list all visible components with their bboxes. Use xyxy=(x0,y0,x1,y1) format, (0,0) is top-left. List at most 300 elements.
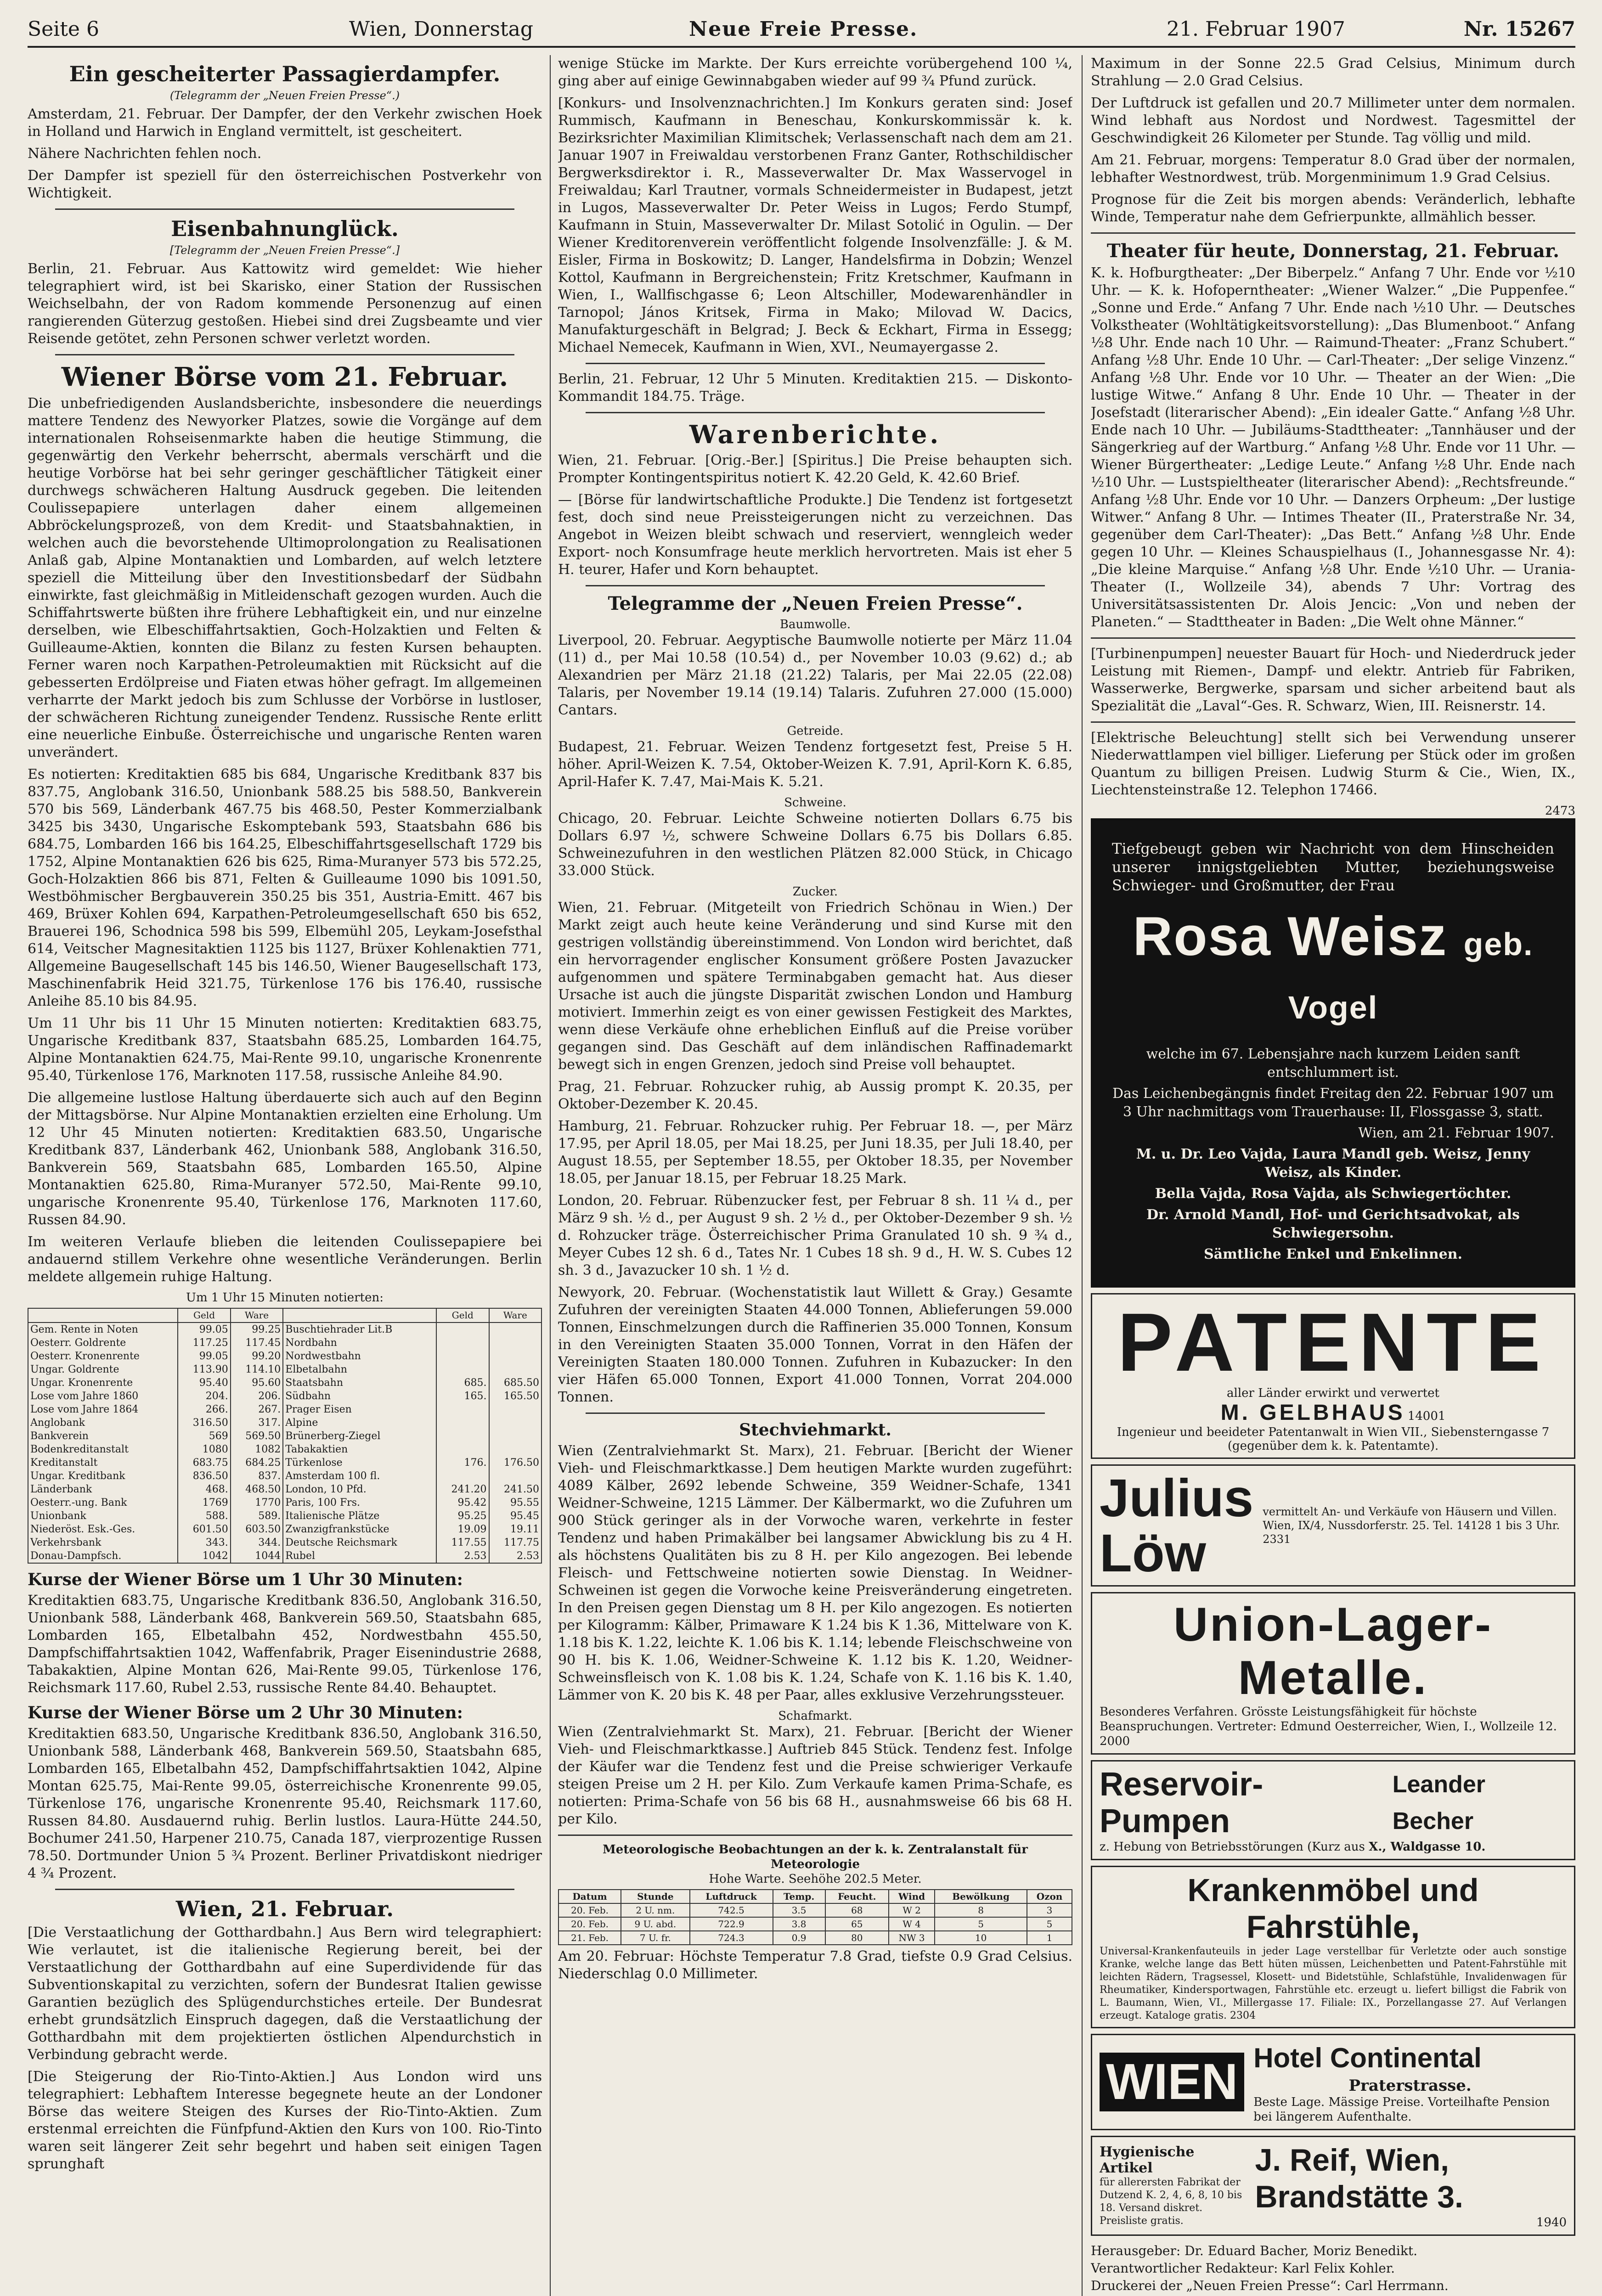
weather-cell: 1 xyxy=(1027,1931,1072,1945)
hygiene-text: für allerersten Fabrikat der Dutzend K. 2, 4, 6, 8, 10 bis 18. Versand diskret. Preisliste gratis. xyxy=(1100,2177,1242,2227)
table-cell: Lose vom Jahre 1864 xyxy=(28,1403,178,1416)
advertisement-hygienische-artikel xyxy=(1091,2136,1575,2236)
separator xyxy=(55,1889,514,1890)
table-cell: Türkenlose xyxy=(283,1456,436,1469)
advertisement-beleuchtung: [Elektrische Beleuchtung] stellt sich bei Verwendung unserer Niederwattlampen viel billiger. Lieferung per Stück oder im großen Quantum zu billigen Preisen. Ludwig Sturm & Cie., Wien, IX., Liechtensteinstraße 12. Telephon 17466. xyxy=(1091,730,1575,798)
krankenmoebel-details: Universal-Krankenfauteuils in jeder Lage verstellbar für Verletzte oder auch sonstige Kranke, welche lange das Bett hüten müssen, Leichenbetten und Patent-Fahrstühle mit leichten Rädern, Tragsessel, Klosett- und Bidetstühle, Schlafstühle, Invalidenwagen für Rheumatiker, Kindersportwagen, Fahrstühle etc. erzeugt u. liefert billigst die Fabrik von L. Baumann, Wien, VI., Millergasse 17. Filiale: IX., Porzellangasse 27. Auf Verlangen erzeugt. Kataloge gratis. xyxy=(1100,1946,1567,2021)
weather-text: Maximum in der Sonne 22.5 Grad Celsius, Minimum durch Strahlung — 2.0 Grad Celsius. xyxy=(1091,56,1575,89)
table-cell: 176.50 xyxy=(489,1456,542,1469)
table-cell: 117.45 xyxy=(231,1336,283,1350)
headline-kurse-130: Kurse der Wiener Börse um 1 Uhr 30 Minuten: xyxy=(28,1570,463,1589)
article-text: Am 20. Februar: Höchste Temperatur 7.8 Grad, tiefste 0.9 Grad Celsius. Niederschlag 0.0 Millimeter. xyxy=(558,1948,1072,1982)
article-text: Amsterdam, 21. Februar. Der Dampfer, der den Verkehr zwischen Hoek in Holland und Harwich in England vermittelt, ist gescheitert. xyxy=(28,106,542,140)
column-rule xyxy=(550,55,551,2296)
reif-address: J. Reif, Wien, Brandstätte 3. xyxy=(1255,2143,1463,2214)
section-label: Getreide. xyxy=(787,724,844,738)
headline-wien: Wien, 21. Februar. xyxy=(175,1896,394,1921)
table-cell: Bankverein xyxy=(28,1429,178,1443)
weather-cell: NW 3 xyxy=(889,1931,935,1945)
loew-heading: Julius Löw xyxy=(1100,1468,1254,1583)
reservoir-address: X., Waldgasse 10. xyxy=(1369,1840,1486,1854)
table-cell: Niederöst. Esk.-Ges. xyxy=(28,1523,178,1536)
article-text: Liverpool, 20. Februar. Aegyptische Baumwolle notierte per März 11.04 (11) d., per Mai 10.58 (10.54) d., per November 10.03 (9.62) d.; ab Alexandrien per März 21.18 (21.22) Talaris, per Mai 22.05 (22.08) Talaris, per November 19.14 (19.14) Talaris. Zufuhren 27.000 (15.000) Cantars. xyxy=(558,632,1072,718)
article-text: Kreditaktien 683.75, Ungarische Kreditbank 836.50, Anglobank 316.50, Unionbank 588, Länderbank 468, Bankverein 569.50, Staatsbahn 685, Lombarden 165, Elbetalbahn 452, Nordwestbahn 455.50, Dampfschiffahrtsaktien 1042, Waffenfabrik, Prager Eisenindustrie 2688, Tabakaktien, Alpine Montan 626, Mai-Rente 99.05, Türkenlose 176, Reichsmark 117.60, Rubel 2.53, russische Rente 84.40. Behauptet. xyxy=(28,1593,542,1696)
table-cell: 204. xyxy=(178,1390,230,1403)
table-cell: Oesterr. Goldrente xyxy=(28,1336,178,1350)
weather-row xyxy=(558,1917,1072,1931)
article-text: London, 20. Februar. Rübenzucker fest, per Februar 8 sh. 11 ¼ d., per März 9 sh. ½ d., per August 9 sh. 2 ½ d., per Oktober-Dezember 9 sh. ½ d. Rohzucker träge. Österreichischer Prima Granulated 10 sh. 9 ¾ d., Meyer Cubes 12 sh. 6 d., Tates Nr. 1 Cubes 18 sh. 9 d., H. W. S. Cubes 12 sh. 3 d., Javazucker 10 sh. 1 ½ d. xyxy=(558,1193,1072,1278)
table-cell: Prager Eisen xyxy=(283,1403,436,1416)
table-cell: 165. xyxy=(436,1390,489,1403)
table-cell: Deutsche Reichsmark xyxy=(283,1536,436,1549)
patente-subtitle: aller Länder erwirkt und verwertet xyxy=(1227,1386,1439,1400)
imprint-printer: Druckerei der „Neuen Freien Presse“: Carl Herrmann. xyxy=(1091,2278,1449,2293)
table-cell: 19.09 xyxy=(436,1523,489,1536)
table-cell xyxy=(489,1322,542,1336)
weather-table-body xyxy=(558,1903,1072,1945)
table-cell: Nordwestbahn xyxy=(283,1350,436,1363)
table-cell xyxy=(489,1350,542,1363)
article-text: Newyork, 20. Februar. (Wochenstatistik laut Willett & Gray.) Gesamte Zufuhren der vereinigten Staaten 44.000 Tonnen, Ablieferungen 59.000 Tonnen, Einschmelzungen durch die Raffinerien 35.000 Tonnen, Konsum in den Vereinigten Staaten 35.000 Tonnen, Vorrat in den Häfen der Vereinigten Staaten 180.000 Tonnen. Zufuhren in Kubazucker: In den vier Häfen 65.000 Tonnen, Export 41.000 Tonnen, Vorrat 204.000 Tonnen. xyxy=(558,1284,1072,1405)
section-label: Baumwolle. xyxy=(779,618,851,631)
table-cell: 95.45 xyxy=(489,1509,542,1523)
table-cell: 685.50 xyxy=(489,1376,542,1390)
advertisement-union-lager xyxy=(1091,1592,1575,1755)
table-cell: Brünerberg-Ziegel xyxy=(283,1429,436,1443)
weather-cell: 2 U. nm. xyxy=(621,1903,689,1917)
table-cell: Paris, 100 Frs. xyxy=(283,1496,436,1509)
table-cell: Donau-Dampfsch. xyxy=(28,1549,178,1563)
weather-table xyxy=(558,1889,1072,1945)
table-cell xyxy=(489,1416,542,1429)
weather-cell: 5 xyxy=(935,1917,1027,1931)
table-cell: 95.40 xyxy=(178,1376,230,1390)
weather-header: Temp. xyxy=(773,1890,825,1903)
article-text: Die unbefriedigenden Auslandsberichte, insbesondere die neuerdings mattere Tendenz des Newyorker Platzes, sowie die Vorgänge auf dem internationalen Rohseisenmarkte haben die heutige Stimmung, die gegenwärtig den Verkehr beherrscht, abermals verschärft und die heutige Vorbörse hat bei sehr geringer geschäftlicher Tätigkeit einer durchwegs schwächeren Haltung Ausdruck gegeben. Die leitenden Coulissepapiere unterlagen daher einem allgemeinen Abbröckelungsprozeß, von dem Kredit- und Staatsbahnaktien, in welchen auch die bevorstehende Ultimoprolongation zu Realisationen Anlaß gab, Alpine Montanaktien und Lombarden, auf welch letztere speziell die Mitteilung über den Investitionsbedarf der Südbahn einwirkte, fast gleichmäßig in Mitleidenschaft gezogen wurden. Auch die Schiffahrtswerte büßten ihre frühere Lebhaftigkeit ein, und nur einzelne derselben, wie Elbeschiffahrtsaktien, Goch-Holzaktien und Felten & Guilleaume-Aktien, konnten die Bilanz zu festen Kursen behaupten. Ferner waren noch Karpathen-Petroleumaktien mit Rücksicht auf die gebesserten Erdölpreise und Fiaten etwas höher gefragt. Im allgemeinen verharrte der Markt jedoch bis zum Schlusse der Vorbörse in lustloser, der schwächeren Richtung zuneigender Tendenz. Russische Rente erlitt eine neuerliche Einbuße. Österreichische und ungarische Renten waren unverändert. xyxy=(28,395,542,760)
headline-warenberichte: Warenberichte. xyxy=(689,420,942,449)
table-cell: 569.50 xyxy=(231,1429,283,1443)
table-cell xyxy=(489,1443,542,1456)
newspaper-title: Neue Freie Presse. xyxy=(689,17,918,41)
masthead xyxy=(28,14,1575,48)
separator xyxy=(586,585,1045,586)
table-cell: 683.75 xyxy=(178,1456,230,1469)
weather-cell: 65 xyxy=(825,1917,889,1931)
article-text: Um 11 Uhr bis 11 Uhr 15 Minuten notierten: Kreditaktien 683.75, Ungarische Kreditbank 837, Staatsbahn 685.25, Lombarden 164.75, Alpine Montanaktien 624.75, Mai-Rente 99.10, ungarische Kronenrente 95.40, Türkenlose 176, Marknoten 117.58, russische Anleihe 84.90. xyxy=(28,1015,542,1084)
table-cell: Italienische Plätze xyxy=(283,1509,436,1523)
union-details: Besonderes Verfahren. Grösste Leistungsfähigkeit für höchste Beanspruchungen. Vertreter: Edmund Oesterreicher, Wien, I., Wollzeile 12. xyxy=(1100,1705,1557,1733)
table-cell: Bodenkreditanstalt xyxy=(28,1443,178,1456)
separator xyxy=(55,208,514,210)
headline-kurse-230: Kurse der Wiener Börse um 2 Uhr 30 Minuten: xyxy=(28,1703,463,1722)
table-cell: 176. xyxy=(436,1456,489,1469)
table-cell: 99.05 xyxy=(178,1350,230,1363)
weather-text: Prognose für die Zeit bis morgen abends: Veränderlich, lebhafte Winde, Temperatur nahe dem Gefrierpunkte, allmählich besser. xyxy=(1091,191,1575,225)
ad-number: 2000 xyxy=(1100,1734,1130,1748)
table-cell: Ungar. Kreditbank xyxy=(28,1469,178,1483)
table-cell: 317. xyxy=(231,1416,283,1429)
table-cell xyxy=(436,1322,489,1336)
weather-row xyxy=(558,1903,1072,1917)
death-notice-signatory: Bella Vajda, Rosa Vajda, als Schwiegertöchter. xyxy=(1155,1186,1512,1202)
weather-header: Feucht. xyxy=(825,1890,889,1903)
table-cell: 1769 xyxy=(178,1496,230,1509)
table-cell: 267. xyxy=(231,1403,283,1416)
table-cell xyxy=(436,1336,489,1350)
table-cell: 114.10 xyxy=(231,1363,283,1376)
ad-number: 2473 xyxy=(1545,804,1575,818)
article-text: Budapest, 21. Februar. Weizen Tendenz fortgesetzt fest, Preise 5 H. höher. April-Weizen K. 7.54, Oktober-Weizen K. 7.91, April-Korn K. 6.85, April-Hafer K. 7.47, Mai-Mais K. 5.21. xyxy=(558,739,1072,790)
table-cell xyxy=(436,1363,489,1376)
patente-heading: PATENTE xyxy=(1117,1296,1549,1389)
column-1 xyxy=(28,55,542,2296)
article-text: Es notierten: Kreditaktien 685 bis 684, Ungarische Kreditbank 837 bis 837.75, Anglobank 316.50, Unionbank 588.25 bis 588.50, Bankverein 570 bis 569, Länderbank 467.75 bis 468.50, Pester Kommerzialbank 3425 bis 3430, Ungarische Eskomptebank 593, Staatsbahn 686 bis 684.75, Lombarden 166 bis 164.25, Elbeschiffahrtsgesellschaft 1729 bis 1752, Alpine Montanaktien 626 bis 625, Rima-Muranyer 573 bis 572.25, Goch-Holzaktien 866 bis 871, Felten & Guilleaume 1090 bis 1091.50, Westböhmischer Bergbauverein 350.25 bis 351, Austria-Emitt. 467 bis 469, Brüxer Kohlen 694, Karpathen-Petroleumgesellschaft 650 bis 652, Brauerei 196, Schodnica 598 bis 599, Elbemühl 205, Leykam-Josefsthal 614, Veitscher Magnesitaktien 1125 bis 1127, Brüxer Kohlenaktien 771, Allgemeine Baugesellschaft 145 bis 146.50, Wiener Baugesellschaft 173, Maschinenfabrik Heid 321.75, Türkenlose 176 bis 176.40, russische Anleihe 85.10 bis 84.95. xyxy=(28,766,542,1009)
table-cell xyxy=(436,1429,489,1443)
table-cell: Nordbahn xyxy=(283,1336,436,1350)
table-cell: 1080 xyxy=(178,1443,230,1456)
weather-table-head xyxy=(558,1890,1072,1903)
article-text: Prag, 21. Februar. Rohzucker ruhig, ab Aussig prompt K. 20.35, per Oktober-Dezember K. 20.45. xyxy=(558,1079,1072,1112)
weather-cell: 724.3 xyxy=(690,1931,773,1945)
ad-number: 14001 xyxy=(1407,1409,1446,1423)
weather-header: Luftdruck xyxy=(690,1890,773,1903)
headline-passagierdampfer: Ein gescheiterter Passagierdampfer. xyxy=(69,62,501,86)
table-row xyxy=(28,1429,542,1443)
table-cell: 95.25 xyxy=(436,1509,489,1523)
table-cell xyxy=(489,1336,542,1350)
place-day: Wien, Donnerstag xyxy=(349,17,534,41)
death-notice xyxy=(1091,818,1575,1288)
table-cell: Kreditanstalt xyxy=(28,1456,178,1469)
table-cell: 837. xyxy=(231,1469,283,1483)
death-notice-signatory: M. u. Dr. Leo Vajda, Laura Mandl geb. Weisz, Jenny Weisz, als Kinder. xyxy=(1136,1146,1530,1181)
weather-cell: 7 U. fr. xyxy=(621,1931,689,1945)
weather-cell: 20. Feb. xyxy=(558,1903,621,1917)
separator xyxy=(1091,232,1575,234)
reservoir-text xyxy=(1100,1840,1567,1854)
weather-table-subtitle: Hohe Warte. Seehöhe 202.5 Meter. xyxy=(709,1872,922,1886)
hotel-name: Hotel Continental xyxy=(1253,2043,1482,2073)
table-cell: 117.55 xyxy=(436,1536,489,1549)
death-notice-date: Wien, am 21. Februar 1907. xyxy=(1358,1125,1554,1141)
table-cell: 241.50 xyxy=(489,1483,542,1496)
table-header xyxy=(28,1308,178,1322)
weather-header: Ozon xyxy=(1027,1890,1072,1903)
weather-cell: 21. Feb. xyxy=(558,1931,621,1945)
table-cell xyxy=(436,1416,489,1429)
table-cell: 589. xyxy=(231,1509,283,1523)
hotel-street: Praterstrasse. xyxy=(1348,2077,1472,2095)
theater-listing: K. k. Hofburgtheater: „Der Biberpelz.“ Anfang 7 Uhr. Ende vor ½10 Uhr. — K. k. Hofoperntheater: „Wiener Walzer.“ „Die Puppenfee.“ „Sonne und Erde.“ Anfang 7 Uhr. Ende nach ½10 Uhr. — Deutsches Volkstheater (Wohltätigkeitsvorstellung): „Das Blumenboot.“ Anfang ½8 Uhr. Ende nach 10 Uhr. — Raimund-Theater: „Franz Schubert.“ Anfang ½8 Uhr. Ende 10 Uhr. — Carl-Theater: „Der selige Vinzenz.“ Anfang ½8 Uhr. Ende vor 10 Uhr. — Theater an der Wien: „Die lustige Witwe.“ Anfang 8 Uhr. Ende 10 Uhr. — Theater in der Josefstadt (literarischer Abend): „Ein idealer Gatte.“ Anfang ½8 Uhr. Ende nach 10 Uhr. — Jubiläums-Stadttheater: „Tannhäuser und der Sängerkrieg auf der Wartburg.“ Anfang ½8 Uhr. Ende vor 11 Uhr. — Wiener Bürgertheater: „Ledige Leute.“ Anfang ½8 Uhr. Ende nach ½10 Uhr. — Lustspieltheater (literarischer Abend): „Rechtsfreunde.“ Anfang ½8 Uhr. Ende vor 10 Uhr. — Danzers Orpheum: „Der lustige Witwer.“ Anfang 8 Uhr. — Intimes Theater (II., Praterstraße Nr. 34, gegenüber dem Carl-Theater): „Das Bett.“ Anfang ½8 Uhr. Ende gegen 10 Uhr. — Kleines Schauspielhaus (I., Johannesgasse Nr. 4): „Die kleine Marquise.“ Anfang ½8 Uhr. Ende ½10 Uhr. — Urania-Theater (I., Wollzeile 34), abends 7 Uhr: Vortrag des Universitätsassistenten Dr. Alois Jencic: „Von und neben der Planeten.“ — Stadttheater in Baden: „Die Welt ohne Männer.“ xyxy=(1091,265,1575,630)
table-row xyxy=(28,1403,542,1416)
table-cell: 95.55 xyxy=(489,1496,542,1509)
hotel-text: Beste Lage. Mässige Preise. Vorteilhafte Pension bei längerem Aufenthalte. xyxy=(1253,2095,1550,2124)
table-cell xyxy=(436,1469,489,1483)
krankenmoebel-text xyxy=(1100,1945,1567,2022)
table-header: Geld xyxy=(436,1308,489,1322)
table-cell: 1082 xyxy=(231,1443,283,1456)
telegram-note: (Telegramm der „Neuen Freien Presse“.) xyxy=(169,89,400,102)
column-2 xyxy=(558,55,1072,2296)
death-notice-surname: Rosa Weisz xyxy=(1133,906,1448,967)
table-row xyxy=(28,1483,542,1496)
table-cell: 344. xyxy=(231,1536,283,1549)
stock-quotes-body xyxy=(28,1322,542,1563)
separator xyxy=(558,1835,1072,1836)
table-cell: 241.20 xyxy=(436,1483,489,1496)
weather-cell: 68 xyxy=(825,1903,889,1917)
table-cell: 603.50 xyxy=(231,1523,283,1536)
table-cell: Buschtiehrader Lit.B xyxy=(283,1322,436,1336)
weather-cell: 0.9 xyxy=(773,1931,825,1945)
table-cell: Anglobank xyxy=(28,1416,178,1429)
weather-header: Wind xyxy=(889,1890,935,1903)
table-cell: 266. xyxy=(178,1403,230,1416)
table-cell: Alpine xyxy=(283,1416,436,1429)
advertisement-krankenmoebel xyxy=(1091,1866,1575,2028)
imprint-publisher: Herausgeber: Dr. Eduard Bacher, Moriz Benedikt. xyxy=(1091,2243,1417,2258)
weather-cell: 5 xyxy=(1027,1917,1072,1931)
death-notice-maiden: geb. Vogel xyxy=(1288,926,1534,1025)
article-text: Der Dampfer ist speziell für den österreichischen Postverkehr von Wichtigkeit. xyxy=(28,168,542,201)
weather-cell: 742.5 xyxy=(690,1903,773,1917)
table-cell: Ungar. Kronenrente xyxy=(28,1376,178,1390)
table-cell: 569 xyxy=(178,1429,230,1443)
separator xyxy=(1091,637,1575,639)
loew-text xyxy=(1263,1505,1567,1546)
article-text: Wien, 21. Februar. (Mitgeteilt von Friedrich Schönau in Wien.) Der Markt zeigt auch heute keine Veränderung und sind Kurse mit den gestrigen vollständig übereinstimmend. Von London wird berichtet, daß ein hervorragender englischer Konsument größere Posten Javazucker aufgenommen und spätere Terminabgaben gemacht hat. Aus dieser Ursache ist auch die jüngste Disparität zwischen London und Hamburg motiviert. Immerhin zeigt es von einer gewissen Festigkeit des Marktes, wenn diese Verkäufe ohne erheblichen Einfluß auf die Preise vorüber gegangen sind. Das Geschäft auf dem inländischen Raffinademarkt bewegt sich in engen Grenzen, jedoch sind Preise voll behauptet. xyxy=(558,900,1072,1073)
article-text: Im weiteren Verlaufe blieben die leitenden Coulissepapiere bei andauernd stillem Verkehre ohne wesentliche Veränderungen. Berlin meldete allgemein ruhige Haltung. xyxy=(28,1234,542,1285)
table-cell: Länderbank xyxy=(28,1483,178,1496)
weather-cell: 3.8 xyxy=(773,1917,825,1931)
table-cell: 343. xyxy=(178,1536,230,1549)
table-cell: 206. xyxy=(231,1390,283,1403)
table-row xyxy=(28,1443,542,1456)
table-cell: 99.05 xyxy=(178,1322,230,1336)
table-row xyxy=(28,1322,542,1336)
table-cell: Gem. Rente in Noten xyxy=(28,1322,178,1336)
patente-address: Ingenieur und beeideter Patentanwalt in Wien VII., Siebensterngasse 7 (gegenüber dem k. k. Patentamte). xyxy=(1117,1425,1550,1453)
table-cell: 1042 xyxy=(178,1549,230,1563)
table-header: Geld xyxy=(178,1308,230,1322)
imprint xyxy=(1091,2242,1575,2296)
table-row xyxy=(28,1536,542,1549)
article-text: — [Börse für landwirtschaftliche Produkte.] Die Tendenz ist fortgesetzt fest, doch sind neue Preissteigerungen nicht zu verzeichnen. Das Angebot in Weizen bleibt schwach und reserviert, wenngleich weder Export- noch Konsumfrage heute merklich hervortreten. Mais ist eher 5 H. teurer, Hafer und Korn behauptet. xyxy=(558,492,1072,578)
weather-cell: 722.9 xyxy=(690,1917,773,1931)
table-cell: 601.50 xyxy=(178,1523,230,1536)
table-row xyxy=(28,1509,542,1523)
table-row xyxy=(28,1456,542,1469)
death-notice-text: welche im 67. Lebensjahre nach kurzem Leiden sanft entschlummert ist. xyxy=(1146,1046,1520,1080)
weather-cell: 8 xyxy=(935,1903,1027,1917)
ad-number: 2331 xyxy=(1263,1533,1291,1546)
wien-heading: WIEN xyxy=(1100,2053,1244,2111)
weather-text: Der Luftdruck ist gefallen und 20.7 Millimeter unter dem normalen. Wind lebhaft aus Nordost und Nordwest. Tagesmittel der Geschwindigkeit 26 Kilometer per Stunde. Tag völlig und mild. xyxy=(1091,95,1575,146)
weather-header: Datum xyxy=(558,1890,621,1903)
death-notice-intro: Tiefgebeugt geben wir Nachricht von dem Hinscheiden unserer innigstgeliebten Mutter, beziehungsweise Schwieger- und Großmutter, der Frau xyxy=(1112,840,1554,894)
table-cell: Amsterdam 100 fl. xyxy=(283,1469,436,1483)
table-cell: 99.25 xyxy=(231,1322,283,1336)
weather-text: Am 21. Februar, morgens: Temperatur 8.0 Grad über der normalen, lebhafter Westnordwest, trüb. Morgenminimum 1.9 Grad Celsius. xyxy=(1091,152,1575,186)
column-rule xyxy=(1082,55,1083,2296)
weather-cell: 80 xyxy=(825,1931,889,1945)
table-cell: Ungar. Goldrente xyxy=(28,1363,178,1376)
death-notice-funeral: Das Leichenbegängnis findet Freitag den 22. Februar 1907 um 3 Uhr nachmittags vom Trauerhause: II, Flossgasse 3, statt. xyxy=(1112,1086,1554,1120)
article-text: [Konkurs- und Insolvenznachrichten.] Im Konkurs geraten sind: Josef Rummisch, Kaufmann in Beneschau, Konkurskommissär k. k. Bezirksrichter Maximilian Klimitschek; Verlassenschaft nach dem am 21. Januar 1907 in Freiwaldau verstorbenen Franz Ganter, Rothschildischer Bergwerksdirektor i. R., Masseverwalter Dr. Max Wasservogel in Freiwaldau; Karl Trautner, vormals Schneidermeister in Budapest, jetzt in Lugos, Masseverwalter Dr. Peter Weiss in Lugos; Ferdo Stumpf, Kaufmann in Stuin, Masseverwalter Dr. Milast Sotolić in Ogulin. — Der Wiener Kreditorenverein veröffentlicht folgende Insolvenzfälle: J. & M. Eisler, Firma in Boskowitz; D. Langer, Handelsfirma in Dobzin; Wenzel Kottol, Kaufmann in Bergreichenstein; Fritz Kretschmer, Kaufmann in Wien, I., Wallfischgasse 6; Leon Altschiller, Modewarenhändler in Tarnopol; János Kritsek, Firma in Mako; Milovad W. Dacics, Manufakturgeschäft in Belgrad; J. Beck & Eckhart, Firma in Essegg; Michael Nemecek, Kaufmann in Wien, XVI., Neumayergasse 2. xyxy=(558,95,1072,355)
issue-date: 21. Februar 1907 xyxy=(1167,17,1345,41)
advertisement-julius-loew xyxy=(1091,1464,1575,1587)
headline-eisenbahnunglueck: Eisenbahnunglück. xyxy=(171,216,399,241)
table-cell: 113.90 xyxy=(178,1363,230,1376)
table-cell: 588. xyxy=(178,1509,230,1523)
ad-number: 1940 xyxy=(1536,2216,1567,2229)
separator xyxy=(55,354,514,355)
death-notice-signatory: Sämtliche Enkel und Enkelinnen. xyxy=(1204,1246,1462,1262)
advertisement-patente xyxy=(1091,1293,1575,1459)
advertisement-turbinenpumpen: [Turbinenpumpen] neuester Bauart für Hoch- und Niederdruck jeder Leistung mit Riemen-, Dampf- und elektr. Antrieb für Fabriken, Wasserwerke, Bergwerke, sparsam und sicher arbeitend baut als Spezialität die „Laval“-Ges. R. Schwarz, Wien, III. Reisnerstr. 14. xyxy=(1091,646,1575,714)
weather-header: Bewölkung xyxy=(935,1890,1027,1903)
reservoir-heading: Reservoir-Pumpen xyxy=(1100,1766,1264,1840)
death-notice-name xyxy=(1112,905,1554,1031)
table-cell: Oesterr.-ung. Bank xyxy=(28,1496,178,1509)
ad-number: 2304 xyxy=(1230,2010,1256,2021)
section-label: Schafmarkt. xyxy=(778,1709,852,1723)
article-text: Hamburg, 21. Februar. Rohzucker ruhig. Per Februar 18. —, per März 17.95, per April 18.05, per Mai 18.25, per Juni 18.35, per Juli 18.40, per August 18.55, per September 18.55, per Oktober 18.35, per November 18.05, per Januar 18.15, per Februar 18.25 Mark. xyxy=(558,1118,1072,1187)
headline-theater: Theater für heute, Donnerstag, 21. Februar. xyxy=(1106,240,1560,262)
table-cell: 468. xyxy=(178,1483,230,1496)
table-row xyxy=(28,1376,542,1390)
table-cell xyxy=(489,1469,542,1483)
table-header: Ware xyxy=(231,1308,283,1322)
article-text: wenige Stücke im Markte. Der Kurs erreichte vorübergehend 100 ¼, ging aber auf einige Gewinnabgaben wieder auf 99 ¾ Pfund zurück. xyxy=(558,56,1072,89)
table-row xyxy=(28,1390,542,1403)
telegram-note: [Telegramm der „Neuen Freien Presse“.] xyxy=(169,244,400,257)
newspaper-page xyxy=(28,14,1575,2296)
table-row xyxy=(28,1416,542,1429)
headline-telegramme: Telegramme der „Neuen Freien Presse“. xyxy=(608,593,1023,614)
krankenmoebel-heading: Krankenmöbel und Fahrstühle, xyxy=(1187,1872,1479,1945)
issue-number: Nr. 15267 xyxy=(1463,17,1575,41)
stock-quotes-table xyxy=(28,1308,542,1564)
table-cell xyxy=(489,1363,542,1376)
table-row xyxy=(28,1350,542,1363)
table-cell: 2.53 xyxy=(489,1549,542,1563)
advertisement-reservoir-pumpen xyxy=(1091,1760,1575,1860)
article-text: Kreditaktien 683.50, Ungarische Kreditbank 836.50, Anglobank 316.50, Unionbank 588, Länderbank 468, Bankverein 569.50, Staatsbahn 685, Lombarden 165, Elbetalbahn 452, Dampfschiffahrtsaktien 1042, Alpine Montan 625.75, Mai-Rente 99.05, österreichische Kronenrente 99.05, Türkenlose 176, ungarische Kronenrente 95.40, Reichsmark 117.60, Russen 84.80. Ausdauernd ruhig. Berlin lustlos. Laura-Hütte 244.50, Bochumer 241.50, Harpener 210.75, Canada 187, vierprozentige Russen 78.50. Dortmunder Union 5 ¾ Prozent. Berliner Privatdiskont niedriger 4 ¾ Prozent. xyxy=(28,1726,542,1881)
table-cell: Südbahn xyxy=(283,1390,436,1403)
weather-cell: 10 xyxy=(935,1931,1027,1945)
table-cell: 165.50 xyxy=(489,1390,542,1403)
article-text: Die allgemeine lustlose Haltung überdauerte sich auch auf den Beginn der Mittagsbörse. Nur Alpine Montanaktien erzielten eine Erholung. Um 12 Uhr 45 Minuten notierten: Kreditaktien 683.50, Ungarische Kreditbank 837, Länderbank 462, Unionbank 588, Anglobank 316.50, Bankverein 569, Staatsbahn 685, Lombarden 165.50, Alpine Montanaktien 625.80, Rima-Muranyer 572.50, Mai-Rente 99.10, ungarische Kronenrente 95.40, Türkenlose 176, Marknoten 117.60, Russen 84.90. xyxy=(28,1090,542,1228)
headline-wiener-boerse: Wiener Börse vom 21. Februar. xyxy=(61,362,508,392)
patente-firm: M. GELBHAUS xyxy=(1220,1401,1405,1425)
table-cell: 19.11 xyxy=(489,1523,542,1536)
headline-stechviehmarkt: Stechviehmarkt. xyxy=(739,1420,891,1440)
table-cell xyxy=(436,1403,489,1416)
table-cell: Lose vom Jahre 1860 xyxy=(28,1390,178,1403)
weather-header: Stunde xyxy=(621,1890,689,1903)
reservoir-details: z. Hebung von Betriebsstörungen (Kurz aus xyxy=(1100,1840,1365,1854)
table-cell: 685. xyxy=(436,1376,489,1390)
reservoir-firm: Leander Becher xyxy=(1392,1771,1486,1835)
table-cell: 2.53 xyxy=(436,1549,489,1563)
table-row xyxy=(28,1336,542,1350)
article-text: Nähere Nachrichten fehlen noch. xyxy=(28,146,262,162)
table-cell: 316.50 xyxy=(178,1416,230,1429)
table-header xyxy=(283,1308,436,1322)
loew-details: vermittelt An- und Verkäufe von Häusern und Villen. Wien, IX/4, Nussdorferstr. 25. Tel. 14128 1 bis 3 Uhr. xyxy=(1263,1505,1560,1532)
advertisement-hotel-continental xyxy=(1091,2034,1575,2130)
weather-cell: 20. Feb. xyxy=(558,1917,621,1931)
article-text: Wien, 21. Februar. [Orig.-Ber.] [Spiritus.] Die Preise behaupten sich. Prompter Kontingentspiritus notiert K. 42.20 Geld, K. 42.60 Brief. xyxy=(558,452,1072,486)
separator xyxy=(1091,721,1575,723)
death-notice-signatory: Dr. Arnold Mandl, Hof- und Gerichtsadvokat, als Schwiegersohn. xyxy=(1146,1207,1520,1241)
article-text: Wien (Zentralviehmarkt St. Marx), 21. Februar. [Bericht der Wiener Vieh- und Fleischmarktkasse.] Auftrieb 845 Stück. Tendenz fest. Infolge der Käufer war die Tendenz fest und die Preise schwieriger Verkaufe steigen Preise um 2 H. per Kilo. Zum Verkaufe kamen Prima-Schafe, es notierten: Prima-Schafe von 56 bis 68 H., ausnahmsweise 66 bis 68 H. per Kilo. xyxy=(558,1724,1072,1827)
table-cell: 836.50 xyxy=(178,1469,230,1483)
table-cell: 99.20 xyxy=(231,1350,283,1363)
weather-cell: 3 xyxy=(1027,1903,1072,1917)
separator xyxy=(586,363,1045,364)
separator xyxy=(586,412,1045,413)
table-cell: 117.75 xyxy=(489,1536,542,1549)
table-cell: Zwanzigfrankstücke xyxy=(283,1523,436,1536)
table-cell: Tabakaktien xyxy=(283,1443,436,1456)
table-cell xyxy=(489,1403,542,1416)
section-label: Schweine. xyxy=(784,796,846,810)
section-label: Zucker. xyxy=(792,885,838,899)
union-text xyxy=(1100,1705,1567,1749)
table-row xyxy=(28,1363,542,1376)
article-text: Chicago, 20. Februar. Leichte Schweine notierten Dollars 6.75 bis Dollars 6.97 ½, schwere Schweine Dollars 6.75 bis Dollars 6.85. Schweinezufuhren in den westlichen Plätzen 82.000 Stück, in Chicago 33.000 Stück. xyxy=(558,810,1072,879)
page-number: Seite 6 xyxy=(28,17,99,41)
table-cell: Rubel xyxy=(283,1549,436,1563)
hygiene-title: Hygienische Artikel xyxy=(1100,2144,1195,2176)
union-heading: Union-Lager-Metalle. xyxy=(1173,1598,1493,1705)
table-row xyxy=(28,1469,542,1483)
weather-cell: W 2 xyxy=(889,1903,935,1917)
table-cell: 1770 xyxy=(231,1496,283,1509)
table-row xyxy=(28,1523,542,1536)
article-text: Berlin, 21. Februar. Aus Kattowitz wird gemeldet: Wie hieher telegraphiert wird, ist bei Skarisko, einer Station der Russischen Weichselbahn, der von Radom kommende Personenzug auf einen rangierenden Güterzug gestoßen. Hiebei sind drei Zugsbeamte und vier Reisende getötet, zehn Personen schwer verletzt worden. xyxy=(28,261,542,347)
imprint-editor: Verantwortlicher Redakteur: Karl Felix Kohler. xyxy=(1091,2261,1395,2276)
table-cell: 95.60 xyxy=(231,1376,283,1390)
table-cell: Elbetalbahn xyxy=(283,1363,436,1376)
article-text: [Die Steigerung der Rio-Tinto-Aktien.] Aus London wird uns telegraphiert: Lebhaftem Interesse begegnete heute an der Londoner Börse das weitere Steigen des Kurses der Rio-Tinto-Aktien. Zum erstenmal erreichten die Fünfpfund-Aktien den Kurs von 100. Rio-Tinto waren seit längerer Zeit sehr begehrt und haben seit einigen Tagen sprunghaft xyxy=(28,2069,542,2172)
table-cell: 468.50 xyxy=(231,1483,283,1496)
table-cell: 117.25 xyxy=(178,1336,230,1350)
table-cell: Oesterr. Kronenrente xyxy=(28,1350,178,1363)
column-3 xyxy=(1091,55,1575,2296)
table-cell xyxy=(436,1350,489,1363)
table-header: Ware xyxy=(489,1308,542,1322)
weather-cell: 9 U. abd. xyxy=(621,1917,689,1931)
separator xyxy=(586,1412,1045,1414)
table-row xyxy=(28,1549,542,1563)
article-text: Wien (Zentralviehmarkt St. Marx), 21. Februar. [Bericht der Wiener Vieh- und Fleischmarktkasse.] Dem heutigen Markte wurden zugeführt: 4089 Kälber, 2692 lebende Schweine, 359 Weidner-Schafe, 1341 Weidner-Schweine, 1215 Lämmer. Der Kälbermarkt, wo die Zufuhren um 900 Stück geringer als in der Vorwoche waren, verkehrte in fester Tendenz und haben Primakälber bei langsamer Abwicklung bis zu 4 H. als höchstens Qualitäten bis zu 8 H. per Kilo angezogen. Bei lebende Fleisch- und Fettschweine notierten sowie Dienstag. In Weidner-Schweinen ist gegen die Vorwoche keine Preisveränderung eingetreten. In den Preisen gegen Dienstag um 8 H. per Kilo angezogen. Es notierten per Kilogramm: Kälber, Primaware K 1.24 bis K 1.36, Mittelware von K. 1.18 bis K. 1.22, leichte K. 1.06 bis K. 1.14; lebende Fleischschweine von 90 H. bis K. 1.06, Weidner-Schweine K. 1.12 bis K. 1.20, Weidner-Schweinsfleisch von K. 1.08 bis K. 1.24, Schafe von K. 1.16 bis K. 1.40, Lämmer von K. 20 bis K. 48 per Paar, alles exklusive Verzehrungssteuer. xyxy=(558,1443,1072,1703)
table-cell: 684.25 xyxy=(231,1456,283,1469)
table-cell xyxy=(436,1443,489,1456)
table-row xyxy=(28,1496,542,1509)
table-cell: Staatsbahn xyxy=(283,1376,436,1390)
table-cell: Verkehrsbank xyxy=(28,1536,178,1549)
weather-cell: 3.5 xyxy=(773,1903,825,1917)
table-cell: Unionbank xyxy=(28,1509,178,1523)
table-cell: 95.42 xyxy=(436,1496,489,1509)
table-caption: Um 1 Uhr 15 Minuten notierten: xyxy=(186,1291,384,1305)
table-cell xyxy=(489,1429,542,1443)
weather-row xyxy=(558,1931,1072,1945)
table-cell: London, 10 Pfd. xyxy=(283,1483,436,1496)
